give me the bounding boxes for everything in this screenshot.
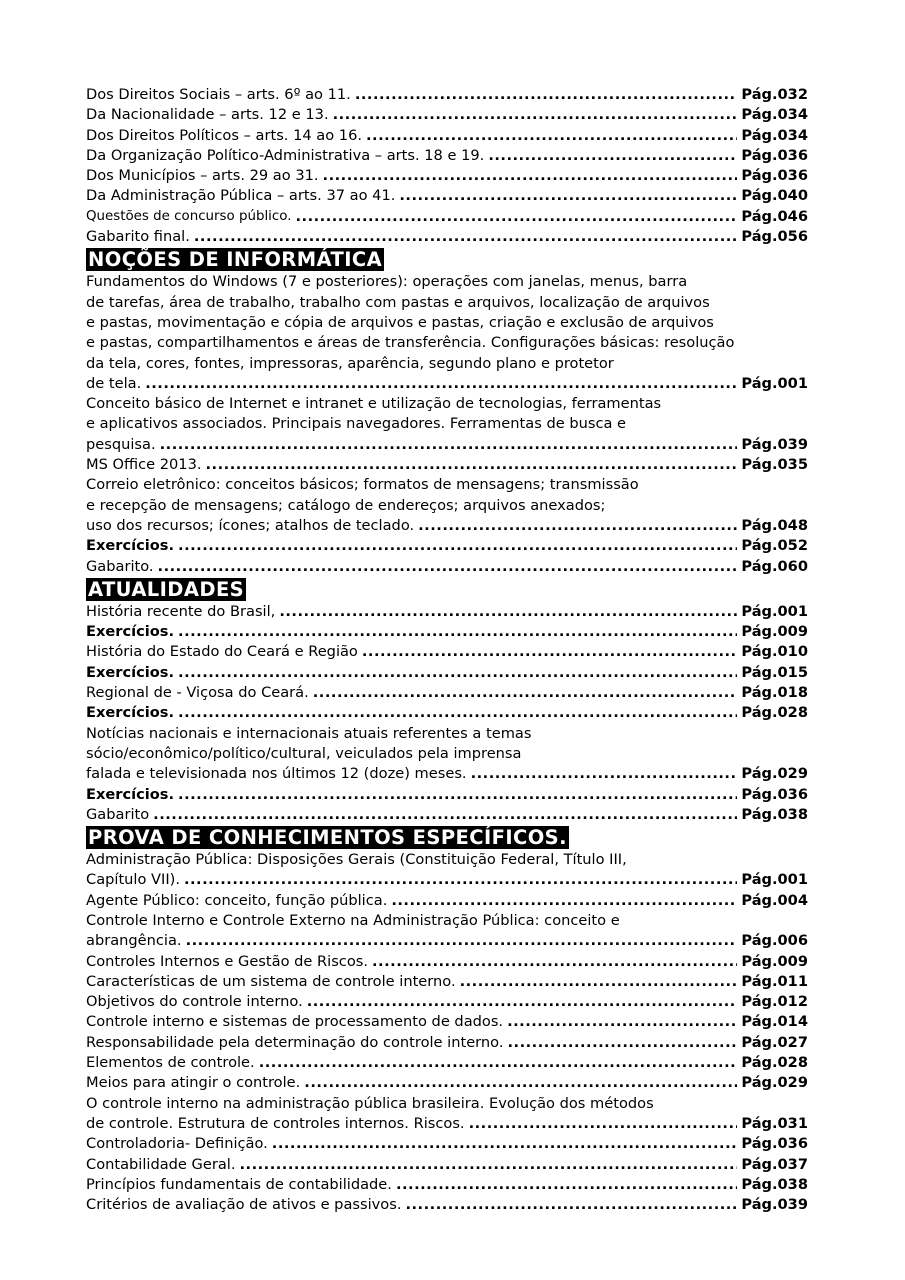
dot-leader: [503, 1012, 737, 1032]
toc-entry-line: de tarefas, área de trabalho, trabalho com pastas e arquivos, localização de arquivos: [86, 293, 710, 311]
toc-page-number: Pág.001: [741, 602, 808, 620]
toc-page-number: Pág.014: [741, 1013, 808, 1031]
toc-page-number: Pág.027: [741, 1033, 808, 1051]
toc-entry-title: Dos Direitos Políticos – arts. 14 ao 16.: [86, 126, 363, 144]
dot-leader: [300, 1073, 737, 1093]
toc-page-number: Pág.006: [741, 932, 808, 950]
toc-entry: [86, 166, 808, 186]
toc-entry: [86, 1053, 808, 1073]
toc-entry-title: Princípios fundamentais de contabilidade.: [86, 1175, 392, 1193]
toc-entry-line: O controle interno na administração pública brasileira. Evolução dos métodos: [86, 1094, 654, 1112]
toc-page-number: Pág.011: [741, 972, 808, 990]
toc-page-number: Pág.010: [741, 643, 808, 661]
toc-entry: [86, 85, 808, 105]
dot-leader: [182, 931, 738, 951]
dot-leader: [303, 992, 738, 1012]
toc-entry-title: Elementos de controle.: [86, 1054, 255, 1072]
toc-entry-title: Controladoria- Definição.: [86, 1135, 268, 1153]
dot-leader: [202, 455, 738, 475]
toc-page-number: Pág.036: [741, 785, 808, 803]
toc-entry: [86, 1195, 808, 1215]
toc-entry: [86, 1073, 808, 1093]
toc-entry-title: Exercícios.: [86, 785, 175, 803]
toc-entry-title: Dos Municípios – arts. 29 ao 31.: [86, 167, 319, 185]
dot-leader: [401, 1195, 737, 1215]
dot-leader: [149, 805, 737, 825]
dot-leader: [484, 146, 737, 166]
toc-page-number: Pág.046: [741, 207, 808, 225]
dot-leader: [329, 105, 738, 125]
toc-entry: [86, 126, 808, 146]
dot-leader: [465, 1114, 738, 1134]
toc-page-number: Pág.012: [741, 993, 808, 1011]
dot-leader: [141, 374, 737, 394]
toc-entry-line: e pastas, compartilhamentos e áreas de transferência. Configurações básicas: resolução: [86, 334, 735, 352]
toc-page-number: Pág.039: [741, 435, 808, 453]
toc-entry-line: e recepção de mensagens; catálogo de endereços; arquivos anexados;: [86, 496, 606, 514]
dot-leader: [291, 207, 737, 227]
dot-leader: [190, 227, 738, 247]
dot-leader: [395, 186, 737, 206]
dot-leader: [180, 870, 737, 890]
toc-page-number: Pág.009: [741, 623, 808, 641]
toc-page-number: Pág.029: [741, 1074, 808, 1092]
toc-entry-title: Dos Direitos Sociais – arts. 6º ao 11.: [86, 86, 351, 103]
toc-entry-title: Gabarito.: [86, 557, 154, 575]
toc-entry-line: e aplicativos associados. Principais navegadores. Ferramentas de busca e: [86, 415, 627, 433]
dot-leader: [268, 1134, 738, 1154]
section-heading: [86, 579, 808, 602]
toc-entry: [86, 602, 808, 622]
toc-entry: [86, 992, 808, 1012]
dot-leader: [174, 785, 737, 805]
toc-entry-line: Fundamentos do Windows (7 e posteriores): operações com janelas, menus, barra: [86, 273, 688, 291]
toc-entry-title: Capítulo VII).: [86, 871, 180, 889]
section-heading-text: NOÇÕES DE INFORMÁTICA: [88, 248, 383, 272]
dot-leader: [174, 622, 737, 642]
toc-page-number: Pág.034: [741, 106, 808, 124]
toc-entry: [86, 557, 808, 577]
dot-leader: [414, 516, 737, 536]
toc-entry-line: e pastas, movimentação e cópia de arquivos e pastas, criação e exclusão de arquivos: [86, 313, 714, 331]
dot-leader: [456, 972, 738, 992]
toc-page-number: Pág.037: [741, 1155, 808, 1173]
toc-page-number: Pág.060: [741, 557, 808, 575]
toc-entry: [86, 374, 808, 394]
dot-leader: [319, 166, 738, 186]
toc-page-number: Pág.056: [741, 228, 808, 246]
toc-entry: [86, 1114, 808, 1134]
toc-entry-title: Questões de concurso público.: [86, 208, 292, 224]
section-heading-text: ATUALIDADES: [88, 577, 245, 601]
toc-entry: [86, 642, 808, 662]
toc-entry-title: História do Estado do Ceará e Região: [86, 643, 358, 661]
toc-entry-title: Da Nacionalidade – arts. 12 e 13.: [86, 106, 329, 124]
toc-entry: [86, 764, 808, 784]
dot-leader: [358, 642, 738, 662]
dot-leader: [174, 536, 737, 556]
toc-entry: [86, 785, 808, 805]
toc-entry-line: Controle Interno e Controle Externo na Administração Pública: conceito e: [86, 911, 620, 929]
dot-leader: [156, 435, 738, 455]
toc-entry: [86, 703, 808, 723]
toc-page-number: Pág.036: [741, 167, 808, 185]
toc-page-number: Pág.004: [741, 891, 808, 909]
toc-entry: [86, 207, 808, 227]
toc-page-number: Pág.039: [741, 1196, 808, 1214]
toc-page-number: Pág.040: [741, 187, 808, 205]
toc-entry-title: Características de um sistema de controle interno.: [86, 972, 456, 990]
toc-entry-title: Controle interno e sistemas de processamento de dados.: [86, 1013, 504, 1031]
toc-entry-title: Controles Internos e Gestão de Riscos.: [86, 952, 369, 970]
dot-leader: [351, 85, 738, 105]
toc-entry-line: da tela, cores, fontes, impressoras, aparência, segundo plano e protetor: [86, 354, 614, 372]
toc-entry-title: Da Organização Político-Administrativa – arts. 18 e 19.: [86, 146, 485, 164]
toc-entry-title: Meios para atingir o controle.: [86, 1074, 301, 1092]
toc-entry-title: História recente do Brasil,: [86, 602, 276, 620]
dot-leader: [368, 952, 737, 972]
toc-page-number: Pág.034: [741, 126, 808, 144]
toc-entry-title: uso dos recursos; ícones; atalhos de teclado.: [86, 516, 415, 534]
toc-page-number: Pág.052: [741, 537, 808, 555]
section-heading: [86, 827, 808, 850]
toc-entry-title: falada e televisionada nos últimos 12 (doze) meses.: [86, 765, 467, 783]
toc-entry: [86, 1155, 808, 1175]
toc-page-number: Pág.032: [741, 86, 808, 103]
toc-entry-title: Exercícios.: [86, 663, 175, 681]
toc-entry-title: de controle. Estrutura de controles internos. Riscos.: [86, 1114, 465, 1132]
toc-entry: [86, 805, 808, 825]
toc-entry-title: abrangência.: [86, 932, 182, 950]
toc-entry-title: Critérios de avaliação de ativos e passivos.: [86, 1196, 402, 1214]
toc-entry-title: Exercícios.: [86, 704, 175, 722]
dot-leader: [275, 602, 737, 622]
toc-page-number: Pág.015: [741, 663, 808, 681]
toc-entry-line: Correio eletrônico: conceitos básicos; formatos de mensagens; transmissão: [86, 476, 639, 494]
toc-entry: [86, 435, 808, 455]
toc-entry: [86, 536, 808, 556]
dot-leader: [174, 663, 737, 683]
dot-leader: [255, 1053, 738, 1073]
dot-leader: [174, 703, 737, 723]
toc-entry: [86, 1134, 808, 1154]
toc-entry-line: Administração Pública: Disposições Gerais (Constituição Federal, Título III,: [86, 851, 627, 869]
toc-page-number: Pág.028: [741, 704, 808, 722]
toc-entry-title: Gabarito final.: [86, 228, 190, 246]
toc-entry: [86, 516, 808, 536]
dot-leader: [503, 1033, 737, 1053]
toc-entry-title: Contabilidade Geral.: [86, 1155, 236, 1173]
toc-entry: [86, 683, 808, 703]
toc-page-number: Pág.048: [741, 516, 808, 534]
toc-entry-title: Exercícios.: [86, 537, 175, 555]
toc-entry: [86, 105, 808, 125]
toc-entry-title: Objetivos do controle interno.: [86, 993, 303, 1011]
toc-entry: [86, 1012, 808, 1032]
section-heading-text: PROVA DE CONHECIMENTOS ESPECÍFICOS.: [88, 826, 567, 850]
toc-entry-line: Conceito básico de Internet e intranet e utilização de tecnologias, ferramentas: [86, 395, 662, 413]
toc-entry-title: Da Administração Pública – arts. 37 ao 41.: [86, 187, 396, 205]
table-of-contents: [86, 85, 808, 1215]
toc-page-number: Pág.038: [741, 805, 808, 823]
toc-entry-line: Notícias nacionais e internacionais atuais referentes a temas: [86, 724, 532, 742]
dot-leader: [467, 764, 738, 784]
toc-page-number: Pág.029: [741, 765, 808, 783]
toc-entry: [86, 952, 808, 972]
toc-entry: [86, 186, 808, 206]
toc-entry: [86, 870, 808, 890]
section-heading: [86, 249, 808, 272]
toc-entry: [86, 1033, 808, 1053]
toc-page-number: Pág.009: [741, 952, 808, 970]
toc-entry: [86, 663, 808, 683]
dot-leader: [309, 683, 738, 703]
toc-entry-title: de tela.: [86, 374, 142, 392]
dot-leader: [392, 1175, 737, 1195]
toc-entry: [86, 455, 808, 475]
toc-page-number: Pág.028: [741, 1054, 808, 1072]
toc-entry: [86, 622, 808, 642]
toc-entry: [86, 972, 808, 992]
dot-leader: [362, 126, 737, 146]
dot-leader: [154, 557, 738, 577]
toc-page-number: Pág.036: [741, 146, 808, 164]
dot-leader: [387, 891, 737, 911]
toc-page-number: Pág.001: [741, 374, 808, 392]
toc-page-number: Pág.001: [741, 871, 808, 889]
toc-page-number: Pág.036: [741, 1135, 808, 1153]
toc-entry: [86, 227, 808, 247]
toc-entry-line: sócio/econômico/político/cultural, veiculados pela imprensa: [86, 744, 522, 762]
toc-entry-title: Exercícios.: [86, 623, 175, 641]
toc-entry: [86, 891, 808, 911]
toc-entry: [86, 931, 808, 951]
toc-entry: [86, 146, 808, 166]
dot-leader: [235, 1155, 737, 1175]
toc-entry-title: pesquisa.: [86, 435, 156, 453]
toc-entry-title: Regional de - Viçosa do Ceará.: [86, 684, 309, 702]
toc-entry-title: Agente Público: conceito, função pública.: [86, 891, 388, 909]
toc-page-number: Pág.035: [741, 456, 808, 474]
toc-page-number: Pág.018: [741, 684, 808, 702]
toc-entry: [86, 1175, 808, 1195]
toc-entry-title: Gabarito: [86, 805, 150, 823]
toc-entry-title: Responsabilidade pela determinação do controle interno.: [86, 1033, 504, 1051]
toc-page-number: Pág.038: [741, 1175, 808, 1193]
toc-entry-title: MS Office 2013.: [86, 456, 202, 474]
toc-page-number: Pág.031: [741, 1114, 808, 1132]
